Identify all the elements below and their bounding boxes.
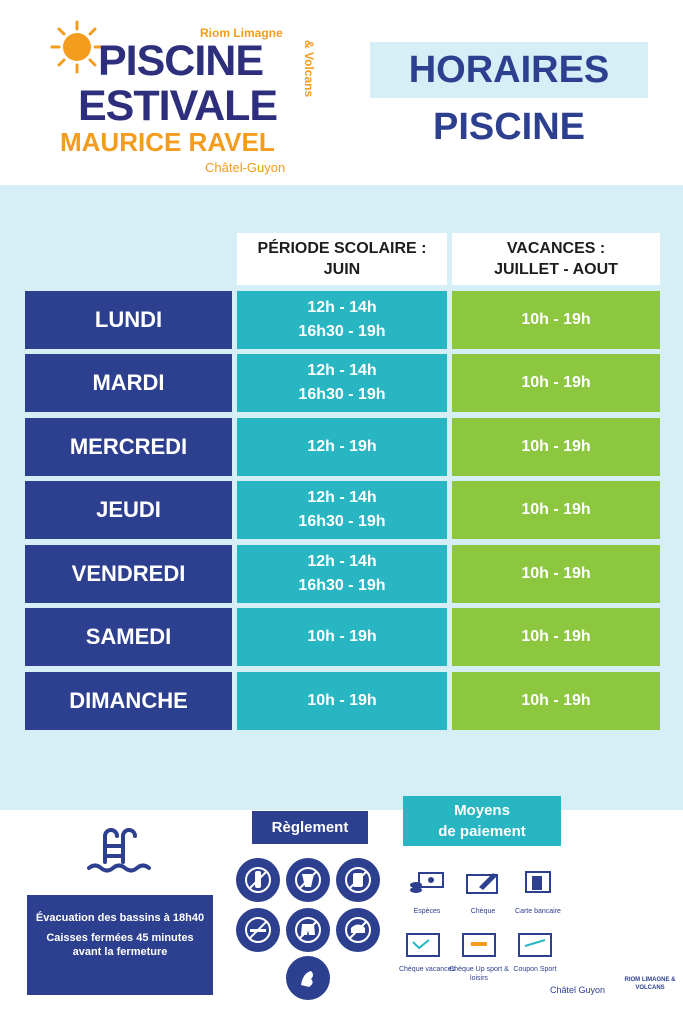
column-header-holiday: VACANCES : JUILLET - AOUT	[452, 233, 660, 285]
sport-voucher-icon	[461, 932, 497, 958]
day-label: DIMANCHE	[25, 672, 232, 730]
logo-volcans: & Volcans	[302, 40, 316, 98]
school-hours: 12h - 14h 16h30 - 19h	[237, 481, 447, 539]
no-music-icon	[336, 858, 380, 902]
holiday-hours: 10h - 19h	[452, 354, 660, 412]
cash-icon	[409, 870, 445, 896]
school-hours: 10h - 19h	[237, 608, 447, 666]
schedule-row	[25, 481, 660, 539]
no-alcohol-icon	[236, 858, 280, 902]
closing-notice: Caisses fermées 45 minutes avant la fermeture	[46, 932, 194, 958]
logo-estivale: ESTIVALE	[78, 82, 278, 130]
holiday-hours: 10h - 19h	[452, 608, 660, 666]
riom-limagne-volcans-logo: RIOM LIMAGNE & VOLCANS	[624, 977, 676, 991]
schedule-row	[25, 545, 660, 603]
holiday-hours: 10h - 19h	[452, 291, 660, 349]
payment-label: Espèces	[413, 908, 441, 915]
schedule-row	[25, 354, 660, 412]
no-street-shoes-icon	[336, 908, 380, 952]
payment-label: Chèque	[470, 908, 496, 915]
schedule-row	[25, 608, 660, 666]
day-label: MERCREDI	[25, 418, 232, 476]
day-label: SAMEDI	[25, 608, 232, 666]
payment-label: Carte bancaire	[515, 908, 561, 915]
pool-ladder-icon	[85, 828, 155, 880]
coupon-sport-icon	[517, 932, 553, 958]
logo-piscine: PISCINE	[98, 37, 264, 85]
logo-riom-limagne: Riom Limagne	[200, 26, 283, 40]
school-hours: 10h - 19h	[237, 672, 447, 730]
school-hours: 12h - 19h	[237, 418, 447, 476]
column-header-school: PÉRIODE SCOLAIRE : JUIN	[237, 233, 447, 285]
school-hours: 12h - 14h 16h30 - 19h	[237, 545, 447, 603]
day-label: JEUDI	[25, 481, 232, 539]
school-hours: 12h - 14h 16h30 - 19h	[237, 291, 447, 349]
payment-label: Coupon Sport	[513, 966, 557, 973]
holiday-hours: 10h - 19h	[452, 545, 660, 603]
school-hours: 12h - 14h 16h30 - 19h	[237, 354, 447, 412]
page-title-line-1: HORAIRES	[408, 49, 610, 91]
schedule-row	[25, 291, 660, 349]
no-smoking-icon	[236, 908, 280, 952]
evacuation-notice: Évacuation des bassins à 18h40	[35, 912, 205, 924]
holiday-hours: 10h - 19h	[452, 481, 660, 539]
rules-title: Règlement	[252, 811, 368, 844]
bank-card-icon	[520, 870, 556, 896]
payment-title: Moyens de paiement	[403, 796, 561, 846]
sun-logo-icon	[50, 20, 104, 74]
check-icon	[465, 870, 501, 896]
holiday-hours: 10h - 19h	[452, 418, 660, 476]
schedule-row	[25, 672, 660, 730]
schedule-row	[25, 418, 660, 476]
chatel-guyon-logo: Châtel Guyon	[550, 985, 606, 995]
notice-box	[27, 895, 213, 995]
holiday-hours: 10h - 19h	[452, 672, 660, 730]
children-supervision-icon	[286, 956, 330, 1000]
page-title-line-2: PISCINE	[432, 106, 586, 148]
holiday-voucher-icon	[405, 932, 441, 958]
day-label: LUNDI	[25, 291, 232, 349]
day-label: VENDREDI	[25, 545, 232, 603]
logo-city: Châtel-Guyon	[205, 160, 286, 175]
payment-label: Chèque Up sport & loisirs	[449, 966, 509, 982]
payment-label: Chèque vacances	[398, 966, 456, 973]
no-glass-icon	[286, 858, 330, 902]
logo-maurice-ravel: MAURICE RAVEL	[60, 127, 275, 157]
no-shorts-icon	[286, 908, 330, 952]
day-label: MARDI	[25, 354, 232, 412]
